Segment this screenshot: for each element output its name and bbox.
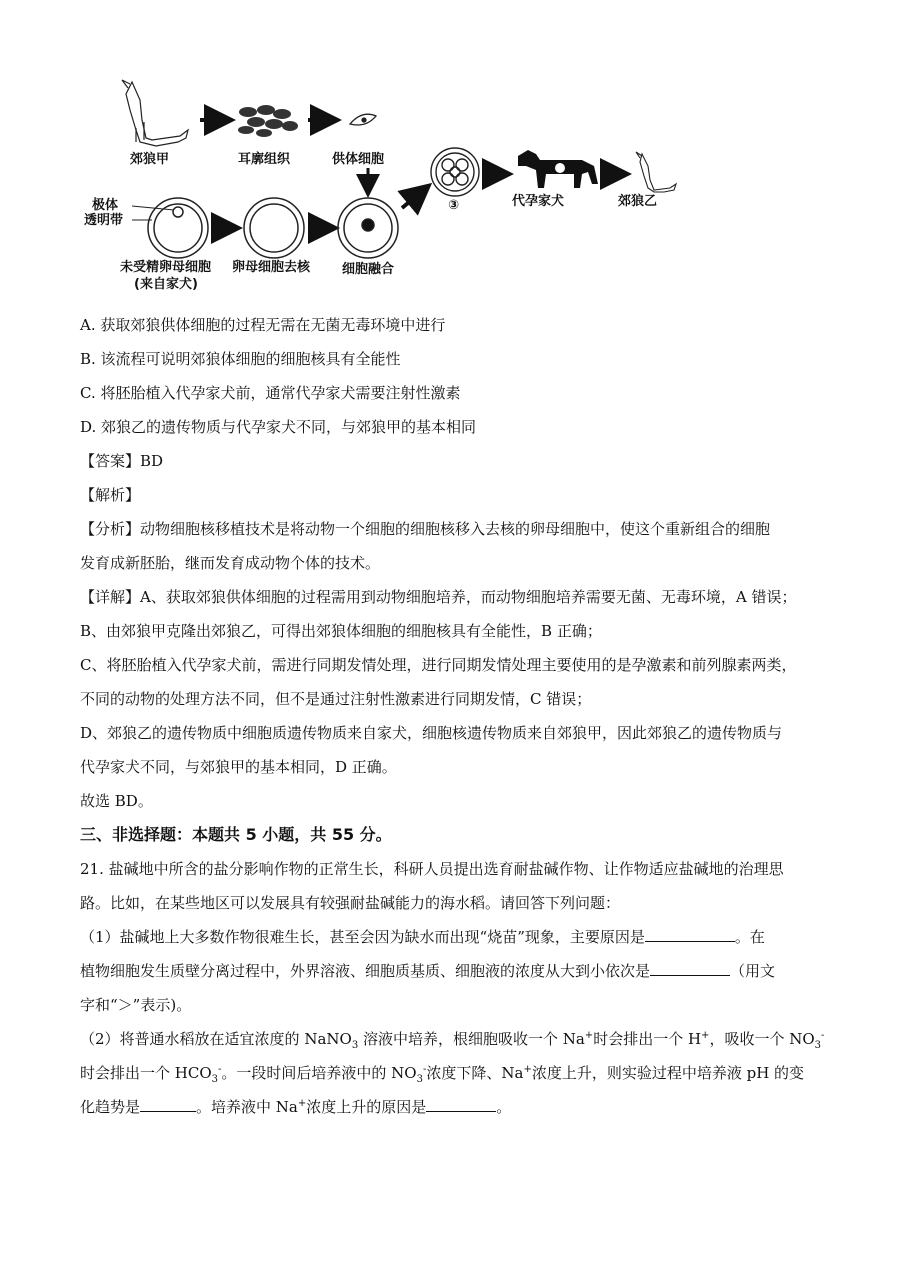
- cloning-diagram: [70, 70, 710, 310]
- label-ear-tissue: 耳廓组织: [238, 152, 291, 167]
- detail-line-5: D、郊狼乙的遗传物质中细胞质遗传物质来自家犬，细胞核遗传物质来自郊狼甲，因此郊狼乙的遗传物质与: [80, 724, 783, 742]
- label-oocyte-source: (来自家犬): [134, 277, 198, 292]
- ear-tissue-figure: [238, 105, 298, 137]
- detail-line-1: 【详解】A、获取郊狼供体细胞的过程需用到动物细胞培养，而动物细胞培养需要无菌、无毒环境，A 错误；: [80, 588, 797, 606]
- oocyte-figure: [148, 198, 208, 258]
- detail-line-3: C、将胚胎植入代孕家犬前，需进行同期发情处理，进行同期发情处理主要使用的是孕激素和前列腺素两类，: [80, 656, 797, 674]
- detail-line-2: B、由郊狼甲克隆出郊狼乙，可得出郊狼体细胞的细胞核具有全能性，B 正确；: [80, 622, 602, 640]
- label-donor-cell: 供体细胞: [332, 152, 385, 167]
- wolf-b-figure: [636, 152, 676, 192]
- section-title: 三、非选择题：本题共 5 小题，共 55 分。: [80, 825, 392, 844]
- fused-cell-figure: [338, 198, 398, 258]
- answer-blank-3[interactable]: [140, 1093, 196, 1112]
- option-d: D. 郊狼乙的遗传物质与代孕家犬不同，与郊狼甲的基本相同: [80, 418, 477, 436]
- detail-line-4: 不同的动物的处理方法不同，但不是通过注射性激素进行同期发情，C 错误；: [80, 690, 592, 708]
- detail-line-7: 故选 BD。: [80, 792, 153, 810]
- wolf-a-figure: [122, 80, 188, 146]
- label-oocyte: 未受精卵母细胞: [120, 260, 212, 275]
- donor-cell-figure: [350, 114, 376, 125]
- q21-part2-line2: 时会排出一个 $HCO_3^-$。一段时间后培养液中的 $NO_3^-$浓度下降、Na+浓度上升，则实验过程中培养液 pH 的变: [80, 1064, 805, 1085]
- answer: 【答案】BD: [80, 452, 164, 470]
- analysis-line-1: 【分析】动物细胞核移植技术是将动物一个细胞的细胞核移入去核的卵母细胞中，使这个重新组合的细胞: [80, 520, 771, 538]
- q21-part1-line1: （1）盐碱地上大多数作物很难生长，甚至会因为缺水而出现“烧苗”现象，主要原因是 。在: [80, 920, 830, 954]
- question-content: [80, 308, 830, 1124]
- answer-blank-2[interactable]: [650, 957, 730, 976]
- q21-part1-line2: 植物细胞发生质壁分离过程中，外界溶液、细胞质基质、细胞液的浓度从大到小依次是 （用文: [80, 954, 830, 988]
- q21-part1-line3: 字和“＞”表示)。: [80, 996, 192, 1014]
- label-fusion: 细胞融合: [342, 262, 395, 277]
- q21-intro-2: 路。比如，在某些地区可以发展具有较强耐盐碱能力的海水稻。请回答下列问题：: [80, 894, 621, 912]
- q21-intro-1: 21. 盐碱地中所含的盐分影响作物的正常生长，科研人员提出选育耐盐碱作物、让作物适应盐碱地的治理思: [80, 860, 784, 878]
- option-c: C. 将胚胎植入代孕家犬前，通常代孕家犬需要注射性激素: [80, 384, 461, 402]
- label-enucleate: 卵母细胞去核: [232, 260, 311, 275]
- embryo-figure: [431, 148, 479, 196]
- surrogate-dog-figure: [518, 150, 598, 188]
- label-stage: ③: [448, 198, 460, 213]
- option-a: A. 获取郊狼供体细胞的过程无需在无菌无毒环境中进行: [80, 316, 446, 334]
- q21-part2-line1: （2）将普通水稻放在适宜浓度的 NaNO$_3$ 溶液中培养，根细胞吸收一个 Na+时会排出一个 H+，吸收一个 $NO_3^-$: [80, 1030, 825, 1051]
- arrow-5: [402, 188, 426, 208]
- detail-line-6: 代孕家犬不同，与郊狼甲的基本相同，D 正确。: [80, 758, 397, 776]
- answer-blank-1[interactable]: [645, 923, 735, 942]
- q21-part2-line3: 化趋势是 。培养液中 Na+浓度上升的原因是 。: [80, 1090, 830, 1124]
- analysis-label: 【解析】: [80, 486, 141, 504]
- option-b: B. 该流程可说明郊狼体细胞的细胞核具有全能性: [80, 350, 401, 368]
- label-surrogate: 代孕家犬: [512, 194, 565, 209]
- label-zona: 透明带: [84, 213, 124, 228]
- label-wolf-b: 郊狼乙: [618, 194, 658, 209]
- label-wolf-a: 郊狼甲: [130, 152, 170, 167]
- answer-blank-4[interactable]: [426, 1093, 496, 1112]
- enucleated-oocyte-figure: [244, 198, 304, 258]
- label-polar-body: 极体: [92, 198, 119, 213]
- analysis-line-2: 发育成新胚胎，继而发育成动物个体的技术。: [80, 554, 381, 572]
